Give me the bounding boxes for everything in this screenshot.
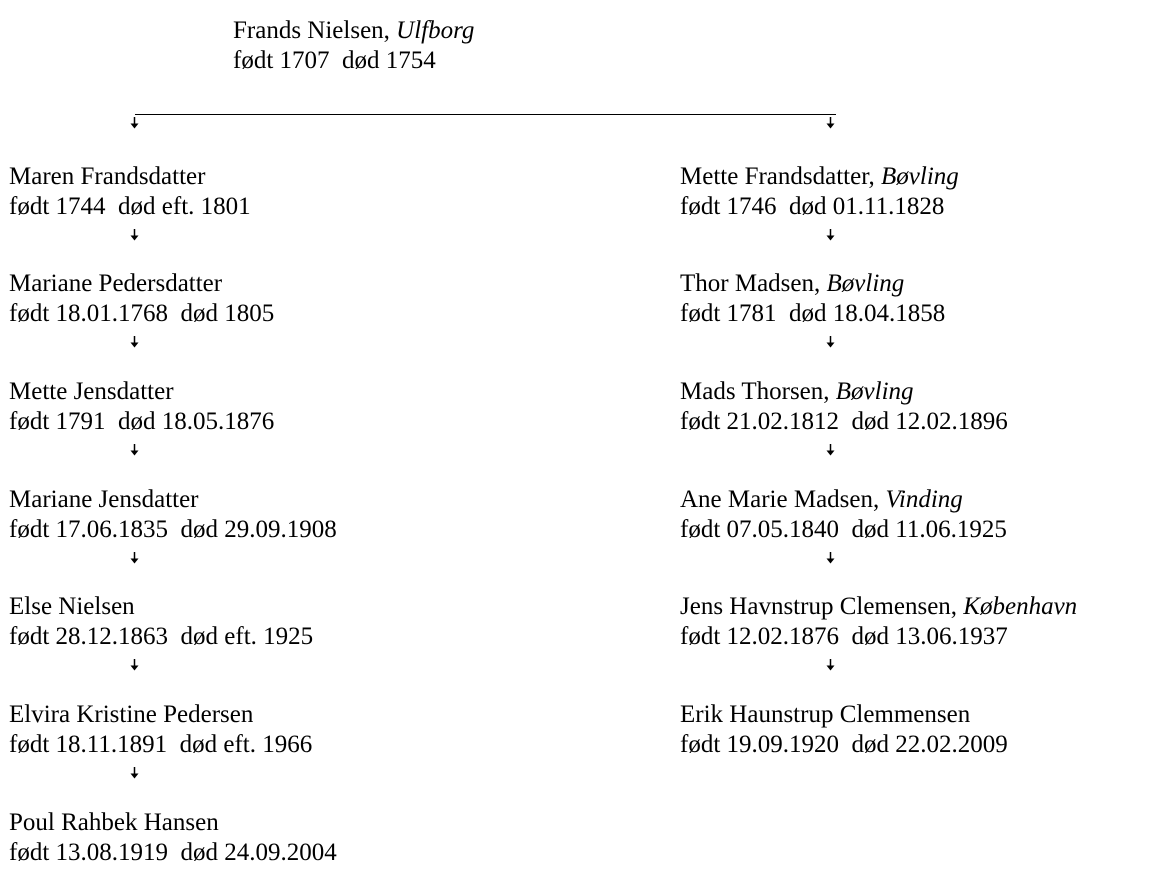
person-name: Mariane Pedersdatter <box>9 270 223 297</box>
person-name-line <box>680 592 1077 622</box>
person-dates: født 18.01.1768 død 1805 <box>9 300 275 327</box>
person-dates: født 1746 død 01.11.1828 <box>680 193 945 220</box>
name-separator: , <box>823 378 830 405</box>
person-name: Maren Frandsdatter <box>9 163 206 190</box>
down-arrow-icon <box>130 659 139 671</box>
right-person-3 <box>680 377 1008 437</box>
down-arrow-icon <box>130 229 139 241</box>
right-person-5 <box>680 592 1077 652</box>
person-dates: født 13.08.1919 død 24.09.2004 <box>9 839 337 866</box>
person-place: Bøvling <box>835 378 914 405</box>
down-arrow-icon <box>826 117 835 129</box>
person-dates: født 28.12.1863 død eft. 1925 <box>9 623 314 650</box>
person-dates: født 1791 død 18.05.1876 <box>9 408 275 435</box>
person-name-line <box>680 485 1007 515</box>
left-person-5 <box>9 592 313 652</box>
person-name: Thor Madsen <box>680 270 814 297</box>
person-place: Bøvling <box>826 270 905 297</box>
down-arrow-icon <box>826 552 835 564</box>
down-arrow-icon <box>130 117 139 129</box>
root-person <box>233 16 474 76</box>
left-person-7 <box>9 808 337 868</box>
person-name: Jens Havnstrup Clemensen <box>680 593 951 620</box>
person-name: Poul Rahbek Hansen <box>9 809 219 836</box>
down-arrow-icon <box>130 552 139 564</box>
down-arrow-icon <box>826 444 835 456</box>
branch-line <box>135 114 836 115</box>
name-separator: , <box>873 486 880 513</box>
person-name: Elvira Kristine Pedersen <box>9 701 254 728</box>
person-place: Bøvling <box>881 163 959 190</box>
person-place: Ulfborg <box>396 17 475 44</box>
person-name: Ane Marie Madsen <box>680 486 873 513</box>
person-place: Vinding <box>885 486 963 513</box>
down-arrow-icon <box>130 336 139 348</box>
name-separator: , <box>868 163 875 190</box>
down-arrow-icon <box>826 229 835 241</box>
person-name: Mads Thorsen <box>680 378 824 405</box>
name-separator: , <box>950 593 958 620</box>
person-name: Mariane Jensdatter <box>9 486 199 513</box>
person-dates: født 19.09.1920 død 22.02.2009 <box>680 731 1008 758</box>
left-person-3 <box>9 377 274 437</box>
person-dates: født 1781 død 18.04.1858 <box>680 300 946 327</box>
name-separator: , <box>814 270 821 297</box>
down-arrow-icon <box>826 336 835 348</box>
name-separator: , <box>383 17 390 44</box>
person-name-line <box>680 377 1008 407</box>
person-dates: født 12.02.1876 død 13.06.1937 <box>680 623 1008 650</box>
left-person-4 <box>9 485 337 545</box>
left-person-1 <box>9 162 251 222</box>
left-person-2 <box>9 269 274 329</box>
left-person-6 <box>9 700 312 760</box>
person-place: København <box>963 593 1078 620</box>
person-dates: født 07.05.1840 død 11.06.1925 <box>680 516 1007 543</box>
person-dates: født 1707 død 1754 <box>233 47 436 74</box>
person-dates: født 1744 død eft. 1801 <box>9 193 251 220</box>
person-dates: født 17.06.1835 død 29.09.1908 <box>9 516 337 543</box>
person-name-line <box>680 162 959 192</box>
person-name-line <box>680 269 945 299</box>
person-name: Erik Haunstrup Clemmensen <box>680 701 971 728</box>
person-name: Mette Frandsdatter <box>680 163 869 190</box>
person-name: Frands Nielsen <box>233 17 384 44</box>
right-person-6 <box>680 700 1008 760</box>
person-name: Mette Jensdatter <box>9 378 174 405</box>
down-arrow-icon <box>826 659 835 671</box>
person-name: Else Nielsen <box>9 593 135 620</box>
down-arrow-icon <box>130 444 139 456</box>
down-arrow-icon <box>130 767 139 779</box>
person-dates: født 21.02.1812 død 12.02.1896 <box>680 408 1008 435</box>
right-person-1 <box>680 162 959 222</box>
right-person-4 <box>680 485 1007 545</box>
person-dates: født 18.11.1891 død eft. 1966 <box>9 731 313 758</box>
right-person-2 <box>680 269 945 329</box>
root-name-line <box>233 16 474 46</box>
